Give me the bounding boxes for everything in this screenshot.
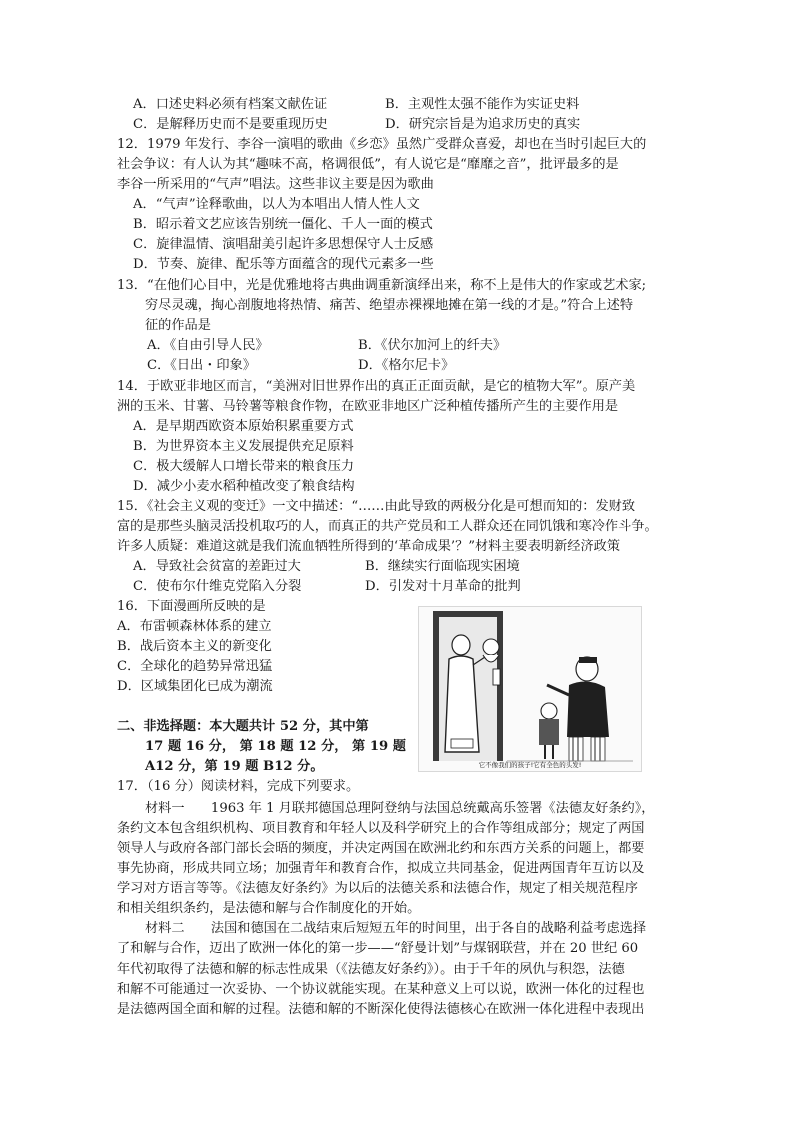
political-cartoon	[418, 606, 642, 772]
q17-title: 17．（16 分）阅读材料，完成下列要求。	[117, 779, 360, 794]
cartoon-illustration	[419, 607, 641, 771]
q17-material2-line: 和解不可能通过一次妥协、一个协议就能实现。在某种意义上可以说，欧洲一体化的过程也	[117, 982, 645, 997]
q11-option-a: A．口述史料必须有档案文献佐证	[133, 97, 328, 112]
q14-option-c: C．极大缓解人口增长带来的粮食压力	[133, 459, 355, 474]
q15-option-a: A．导致社会贫富的差距过大	[133, 559, 301, 574]
q15-stem-line: 富的是那些头脑灵活投机取巧的人，而真正的共产党员和工人群众还在同饥饿和寒冷作斗争。	[117, 519, 658, 534]
q17-material1-line: 条约文本包含组织机构、项目教育和年轻人以及科学研究上的合作等组成部分；规定了两国	[117, 821, 645, 836]
q12-option-b: B．昭示着文艺应该告别统一僵化、千人一面的模式	[133, 217, 433, 232]
q16-stem: 16．下面漫画所反映的是	[117, 599, 266, 614]
q15-option-c: C．使布尔什维克党陷入分裂	[133, 579, 302, 594]
q17-material1-line: 领导人与政府各部门部长会晤的频度，并决定两国在欧洲北约和东西方关系的问题上，都要	[117, 841, 645, 856]
q12-stem-line: 社会争议：有人认为其“趣味不高，格调很低”，有人说它是“靡靡之音”，批评最多的是	[117, 157, 619, 172]
q16-option-b: B．战后资本主义的新变化	[117, 639, 272, 654]
cartoon-caption: 它不像我们的孩子!它有全色的头发!	[478, 761, 582, 769]
q14-stem-line: 14．于欧亚非地区而言，“美洲对旧世界作出的真正正面贡献，是它的植物大军”。原产美	[117, 379, 636, 394]
section2-heading-line: 二、非选择题：本大题共计 52 分，其中第	[117, 719, 369, 734]
q13-stem-line: 征的作品是	[145, 318, 211, 333]
q12-option-d: D．节奏、旋律、配乐等方面蕴含的现代元素多一些	[133, 257, 434, 272]
q12-stem-line: 李谷一所采用的“气声”唱法。这些非议主要是因为歌曲	[117, 177, 434, 192]
q11-option-c: C．是解释历史而不是要重现历史	[133, 117, 328, 132]
q13-stem-line: 13．“在他们心目中，光是优雅地将古典曲调重新演绎出来，称不上是伟大的作家或艺术家;	[117, 278, 647, 293]
q14-stem-line: 洲的玉米、甘薯、马铃薯等粮食作物，在欧亚非地区广泛种植传播所产生的主要作用是	[117, 399, 619, 414]
q17-material1-line: 学习对方语言等等。《法德友好条约》为以后的法德关系和法德合作，规定了相关规范程序	[117, 881, 638, 896]
q15-option-d: D．引发对十月革命的批判	[365, 579, 521, 594]
q15-option-b: B．继续实行面临现实困境	[365, 559, 520, 574]
q17-material1-line: 材料一 1963 年 1 月联邦德国总理阿登纳与法国总统戴高乐签署《法德友好条约》，	[145, 801, 655, 816]
q17-material1-line: 事先协商，形成共同立场；加强青年和教育合作，拟成立共同基金，促进两国青年互访以及	[117, 861, 645, 876]
q11-option-d: D．研究宗旨是为追求历史的真实	[385, 117, 581, 132]
q12-option-c: C．旋律温情、演唱甜美引起许多思想保守人士反感	[133, 237, 434, 252]
q15-stem-line: 许多人质疑：难道这就是我们流血牺牲所得到的‘革命成果’？”材料主要表明新经济政策	[117, 539, 621, 554]
q14-option-b: B．为世界资本主义发展提供充足原料	[133, 439, 354, 454]
q13-option-a: A．《自由引导人民》	[147, 338, 269, 353]
q13-option-b: B．《伏尔加河上的纤夫》	[358, 338, 507, 353]
q16-option-c: C．全球化的趋势异常迅猛	[117, 659, 273, 674]
q12-option-a: A．“气声”诠释歌曲，以人为本唱出人情人性人文	[133, 197, 420, 212]
q17-material2-line: 材料二 法国和德国在二战结束后短短五年的时间里，出于各自的战略利益考虑选择	[145, 921, 647, 936]
q15-stem-line: 15．《社会主义观的变迁》一文中描述：“……由此导致的两极分化是可想而知的：发财致	[117, 499, 636, 514]
q14-option-d: D．减少小麦水稻种植改变了粮食结构	[133, 479, 355, 494]
q12-stem-line: 12．1979 年发行、李谷一演唱的歌曲《乡恋》虽然广受群众喜爱，却也在当时引起巨大的	[117, 137, 647, 152]
q13-stem-line: 穷尽灵魂，掏心剖腹地将热情、痛苦、绝望赤裸裸地摊在第一线的才是。”符合上述特	[145, 298, 634, 313]
q17-material2-line: 了和解与合作，迈出了欧洲一体化的第一步——“舒曼计划”与煤钢联营，并在 20 世纪 60	[117, 941, 639, 956]
q17-material2-line: 年代初取得了法德和解的标志性成果（《法德友好条约》）。由于千年的夙仇与积怨，法德	[117, 962, 625, 977]
q14-option-a: A．是早期西欧资本原始积累重要方式	[133, 419, 354, 434]
q13-option-d: D．《格尔尼卡》	[358, 358, 455, 373]
section2-heading-line: A12 分，第 19 题 B12 分。	[145, 759, 324, 774]
q17-material1-line: 和相关组织条约，是法德和解与合作制度化的开始。	[117, 901, 421, 916]
q16-option-a: A．布雷顿森林体系的建立	[117, 619, 272, 634]
section2-heading-line: 17 题 16 分， 第 18 题 12 分， 第 19 题	[145, 739, 406, 754]
q11-option-b: B．主观性太强不能作为实证史料	[385, 97, 580, 112]
q17-material2-line: 是法德两国全面和解的过程。法德和解的不断深化使得法德核心在欧洲一体化进程中表现出	[117, 1002, 645, 1017]
q13-option-c: C．《日出・印象》	[147, 358, 256, 373]
q16-option-d: D．区域集团化已成为潮流	[117, 679, 273, 694]
